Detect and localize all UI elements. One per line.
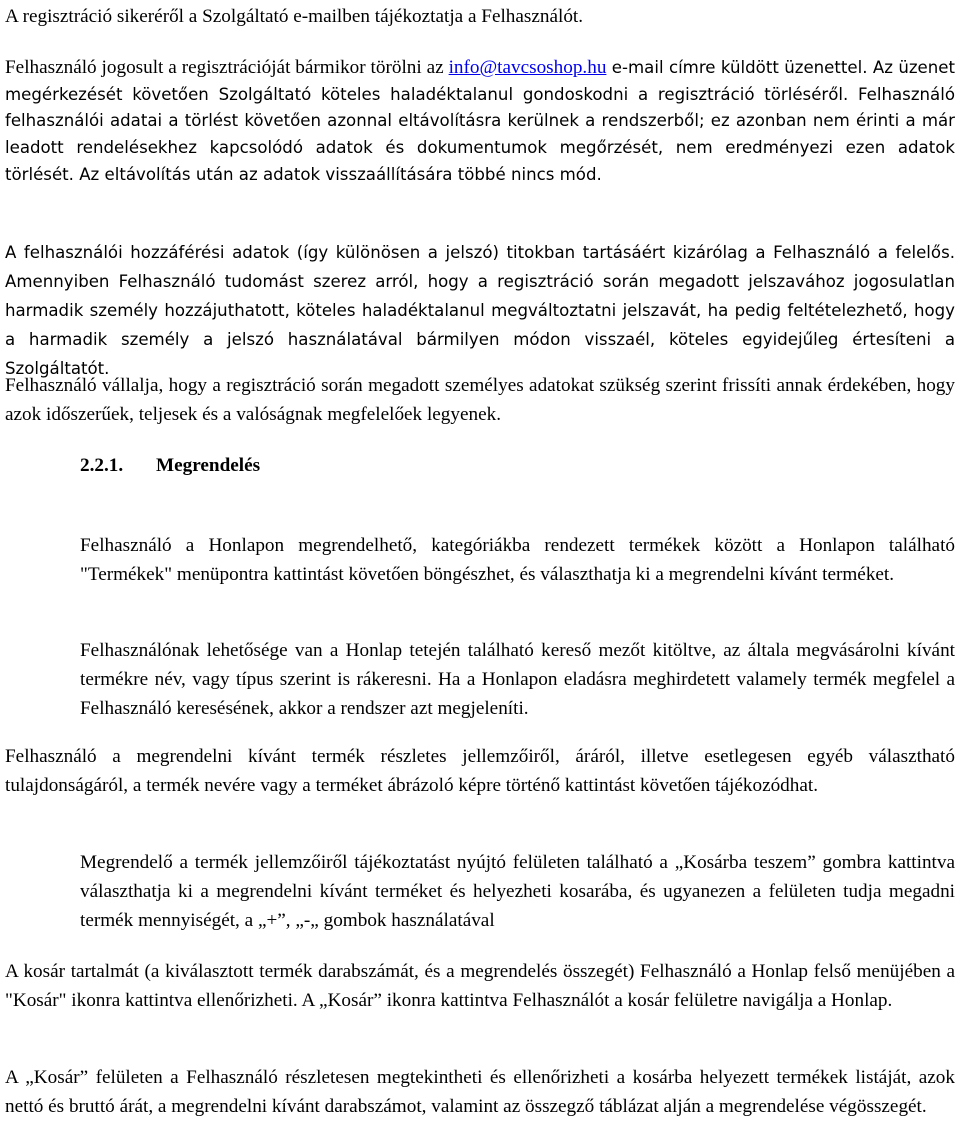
paragraph-add-to-cart: Megrendelő a termék jellemzőiről tájékoztatást nyújtó felületen található a „Kosárba teszem” gombra kattintva választhatja ki a megrendelni kívánt terméket és helyezheti kosarába, és ugyanezen a felületen tudja megadni termék mennyiségét, a „+”, „-„ gombok használatával — [80, 852, 955, 931]
paragraph-deletion-intro: Felhasználó jogosult a regisztrációját bármikor törölni az — [5, 57, 449, 78]
paragraph-data-update: Felhasználó vállalja, hogy a regisztráció során megadott személyes adatokat szükség szerint frissíti annak érdekében, hogy azok időszerűek, teljesek és a valóságnak megfelelőek legyenek. — [5, 375, 955, 425]
paragraph-registration-deletion — [5, 55, 955, 189]
paragraph-search: Felhasználónak lehetősége van a Honlap tetején található kereső mezőt kitöltve, az általa megvásárolni kívánt termékre név, vagy típus szerint is rákeresni. Ha a Honlapon eladásra meghirdetett valamely termék megfelel a Felhasználó keresésének, akkor a rendszer azt megjeleníti. — [80, 640, 955, 719]
paragraph-cart-contents: A kosár tartalmát (a kiválasztott termék darabszámát, és a megrendelés összegét) Felhasználó a Honlap felső menüjében a "Kosár" ikonra kattintva ellenőrizheti. A „Kosár” ikonra kattintva Felhasználót a kosár felületre navigálja a Honlap. — [5, 961, 955, 1011]
email-link[interactable]: info@tavcsoshop.hu — [448, 57, 607, 78]
section-title: Megrendelés — [156, 455, 261, 476]
paragraph-product-details: Felhasználó a megrendelni kívánt termék részletes jellemzőiről, áráról, illetve esetlegesen egyéb választható tulajdonságáról, a termék nevére vagy a terméket ábrázoló képre történő kattintást követően tájékozódhat. — [5, 746, 955, 796]
paragraph-browse-products: Felhasználó a Honlapon megrendelhető, kategóriákba rendezett termékek között a Honlapon található "Termékek" menüpontra kattintást követően böngészhet, és választhatja ki a megrendelni kívánt terméket. — [80, 535, 955, 585]
paragraph-cart-page: A „Kosár” felületen a Felhasználó részletesen megtekintheti és ellenőrizheti a kosárba helyezett termékek listáját, azok nettó és bruttó árát, a megrendelni kívánt darabszámot, valamint az összegző táblázat alján a megrendelése végösszegét. — [5, 1067, 955, 1117]
paragraph-deletion-rest: e-mail címre küldött üzenettel. Az üzenet megérkezését követően Szolgáltató köteles haladéktalanul gondoskodni a regisztráció törléséről. Felhasználó felhasználói adatai a törlést követően azonnal eltávolításra kerülnek a rendszerből; ez azonban nem érinti a már leadott rendelésekhez kapcsolódó adatok és dokumentumok megőrzését, nem eredményezi ezen adatok törlését. Az eltávolítás után az adatok visszaállítására többé nincs mód. — [5, 58, 955, 184]
paragraph-registration-success: A regisztráció sikeréről a Szolgáltató e-mailben tájékoztatja a Felhasználót. — [5, 6, 584, 27]
section-number: 2.2.1. — [80, 455, 124, 476]
section-heading — [5, 453, 955, 479]
paragraph-access-data: A felhasználói hozzáférési adatok (így különösen a jelszó) titokban tartásáért kizárólag a Felhasználó a felelős. Amennyiben Felhasználó tudomást szerez arról, hogy a regisztráció során megadott jelszavához jogosulatlan harmadik személy hozzájuthatott, köteles haladéktalanul megváltoztatni jelszavát, ha pedig feltételezhető, hogy a harmadik személy a jelszó használatával bármilyen módon visszaél, köteles egyidejűleg értesíteni a Szolgáltatót. — [5, 243, 955, 378]
